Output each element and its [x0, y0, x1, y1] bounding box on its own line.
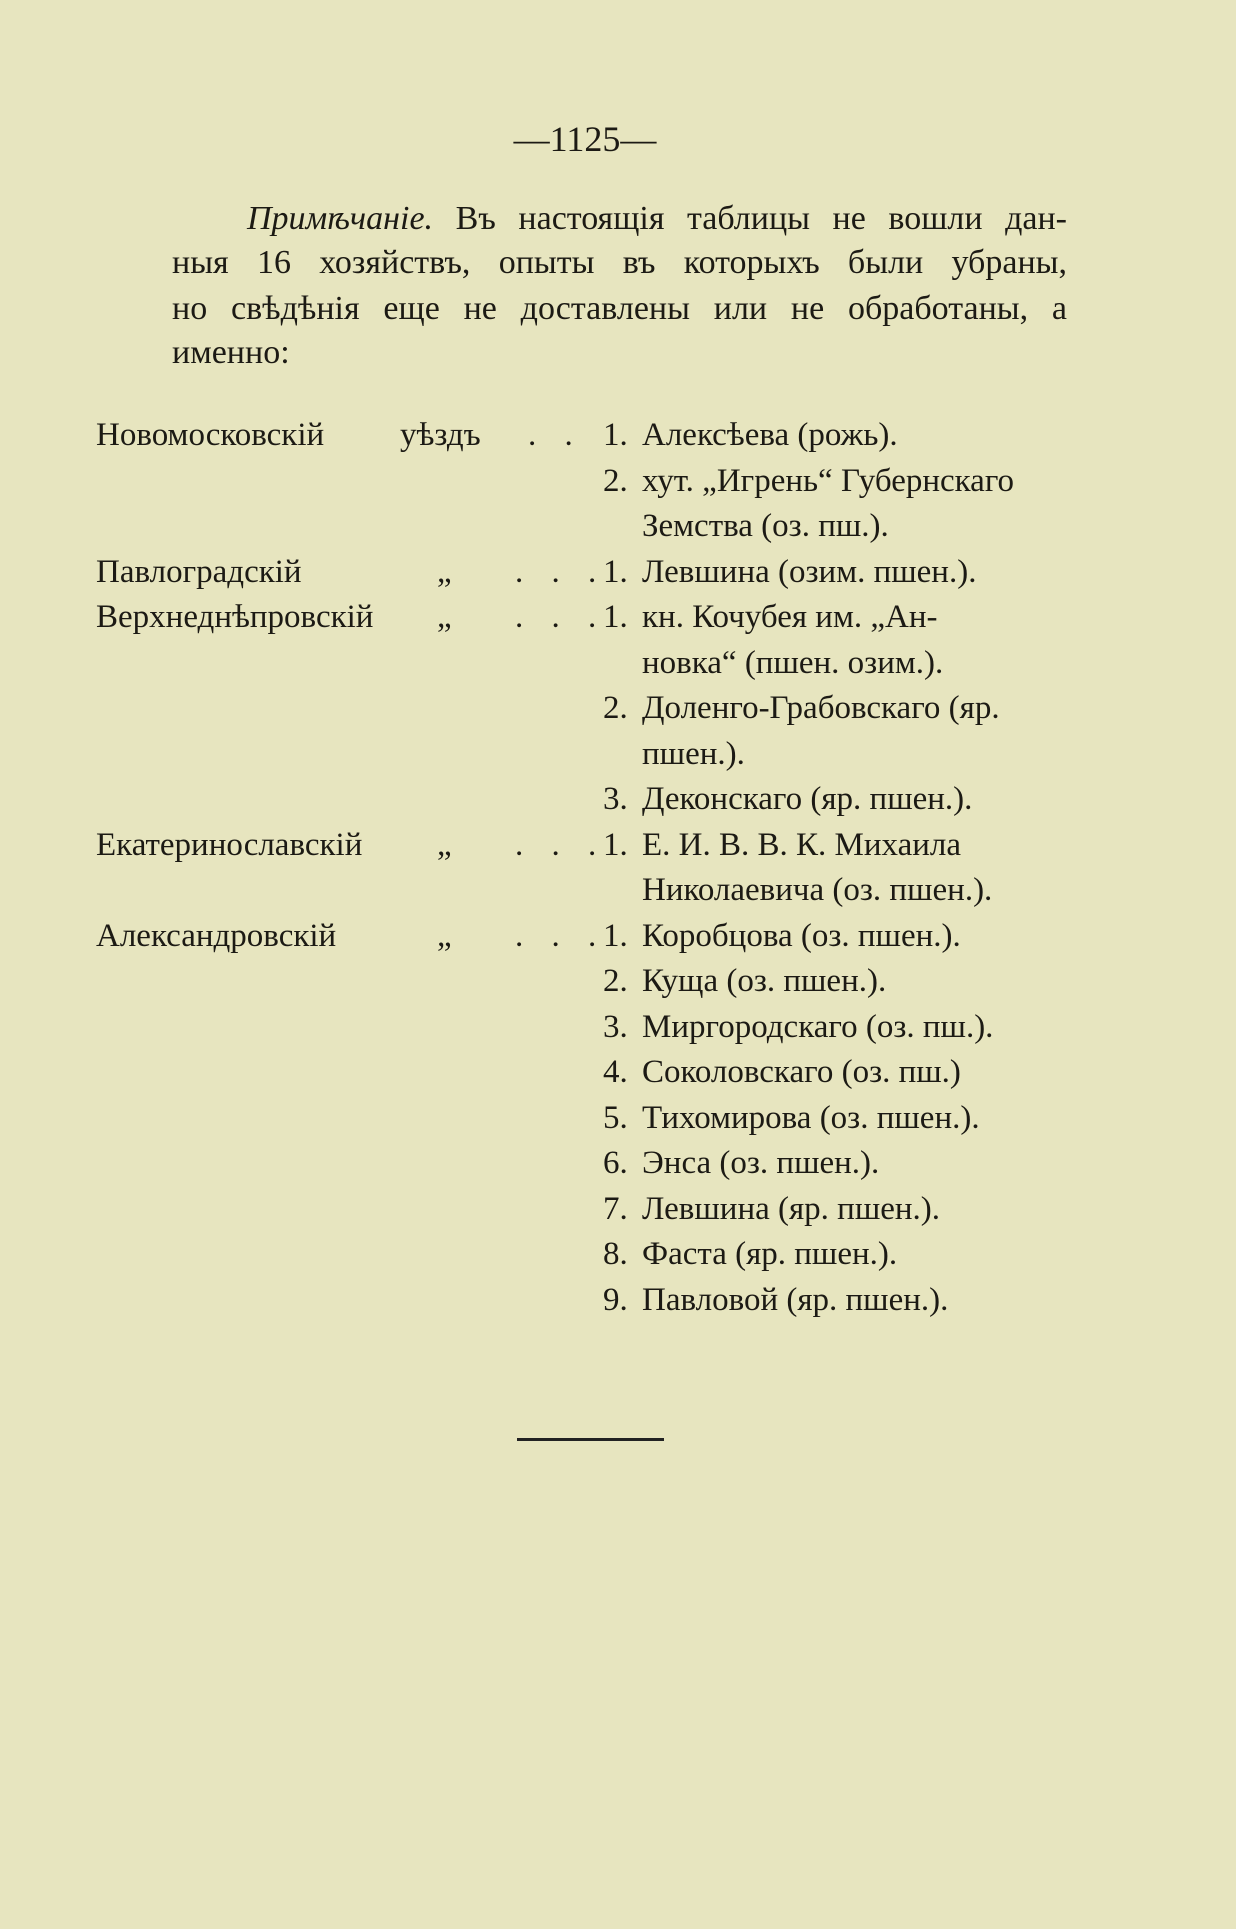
district-name: Александровскій: [96, 918, 337, 954]
entry-number: 3.: [603, 1009, 628, 1045]
entry-text: хут. „Игрень“ Губернскаго: [642, 463, 1015, 499]
list-row: [0, 690, 1236, 736]
note-line-2: ныя 16 хозяйствъ, опыты въ которыхъ были убраны,: [172, 244, 1067, 281]
entry-text-continued: Николаевича (оз. пшен.).: [642, 872, 993, 908]
entry-text: Энса (оз. пшен.).: [642, 1145, 880, 1181]
district-mark: „: [437, 554, 452, 590]
list-row: [0, 1145, 1236, 1191]
entry-number: 5.: [603, 1100, 628, 1136]
list-row: [0, 1191, 1236, 1237]
entry-number: 2.: [603, 690, 628, 726]
entry-number: 1.: [603, 554, 628, 590]
page-number: —1125—: [513, 119, 657, 159]
entry-number: 3.: [603, 781, 628, 817]
entry-text: Коробцова (оз. пшен.).: [642, 918, 961, 954]
entry-text-continued: Земства (оз. пш.).: [642, 508, 889, 544]
entry-number: 1.: [603, 417, 628, 453]
note-text: Въ настоящія таблицы не вошли дан-: [455, 200, 1067, 237]
leader-dots: . . .: [515, 827, 607, 863]
entry-number: 1.: [603, 827, 628, 863]
district-mark: „: [437, 827, 452, 863]
district-mark: „: [437, 599, 452, 635]
entry-text: Фаста (яр. пшен.).: [642, 1236, 898, 1272]
list-row: [0, 463, 1236, 509]
entry-text: Левшина (яр. пшен.).: [642, 1191, 941, 1227]
entry-text: Е. И. В. В. К. Михаила: [642, 827, 962, 863]
entry-text-continued: пшен.).: [642, 736, 745, 772]
entry-text: Соколовскаго (оз. пш.): [642, 1054, 961, 1090]
note-label: Примѣчаніе.: [247, 200, 434, 237]
entry-text: Левшина (озим. пшен.).: [642, 554, 977, 590]
entry-number: 2.: [603, 463, 628, 499]
entry-number: 6.: [603, 1145, 628, 1181]
district-name: Верхнеднѣпровскій: [96, 599, 374, 635]
list-row: [0, 554, 1236, 600]
entry-text: Алексѣева (рожь).: [642, 417, 898, 453]
list-row: [0, 1054, 1236, 1100]
leader-dots: . . .: [515, 554, 607, 590]
entry-number: 8.: [603, 1236, 628, 1272]
entry-number: 4.: [603, 1054, 628, 1090]
district-mark: уѣздъ: [400, 417, 481, 453]
entry-number: 9.: [603, 1282, 628, 1318]
list-row: [0, 781, 1236, 827]
list-row: [0, 645, 1236, 691]
list-row: [0, 1282, 1236, 1328]
note-line-1: [172, 200, 1067, 238]
entry-text: кн. Кочубея им. „Ан-: [642, 599, 938, 635]
list-row: [0, 872, 1236, 918]
entry-text: Павловой (яр. пшен.).: [642, 1282, 949, 1318]
entry-text-continued: новка“ (пшен. озим.).: [642, 645, 944, 681]
leader-dots: . . .: [515, 599, 607, 635]
entry-number: 1.: [603, 599, 628, 635]
list-row: [0, 417, 1236, 463]
leader-dots: . .: [528, 417, 583, 453]
leader-dots: . . .: [515, 918, 607, 954]
list-row: [0, 1009, 1236, 1055]
entry-number: 7.: [603, 1191, 628, 1227]
district-name: Павлоградскій: [96, 554, 302, 590]
entry-text: Доленго-Грабовскаго (яр.: [642, 690, 1000, 726]
list-row: [0, 736, 1236, 782]
entry-number: 2.: [603, 963, 628, 999]
list-row: [0, 1236, 1236, 1282]
entry-text: Тихомирова (оз. пшен.).: [642, 1100, 980, 1136]
entry-text: Куща (оз. пшен.).: [642, 963, 887, 999]
list-row: [0, 963, 1236, 1009]
district-name: Новомосковскій: [96, 417, 325, 453]
list-row: [0, 827, 1236, 873]
district-mark: „: [437, 918, 452, 954]
note-line-3: но свѣдѣнія еще не доставлены или не обработаны, а: [172, 290, 1067, 327]
entry-number: 1.: [603, 918, 628, 954]
note-line-4: именно:: [172, 334, 290, 371]
entry-text: Деконскаго (яр. пшен.).: [642, 781, 973, 817]
list-row: [0, 1100, 1236, 1146]
district-name: Екатеринославскій: [96, 827, 363, 863]
list-row: [0, 599, 1236, 645]
list-row: [0, 508, 1236, 554]
list-row: [0, 918, 1236, 964]
section-divider: [517, 1438, 664, 1441]
entry-text: Миргородскаго (оз. пш.).: [642, 1009, 994, 1045]
